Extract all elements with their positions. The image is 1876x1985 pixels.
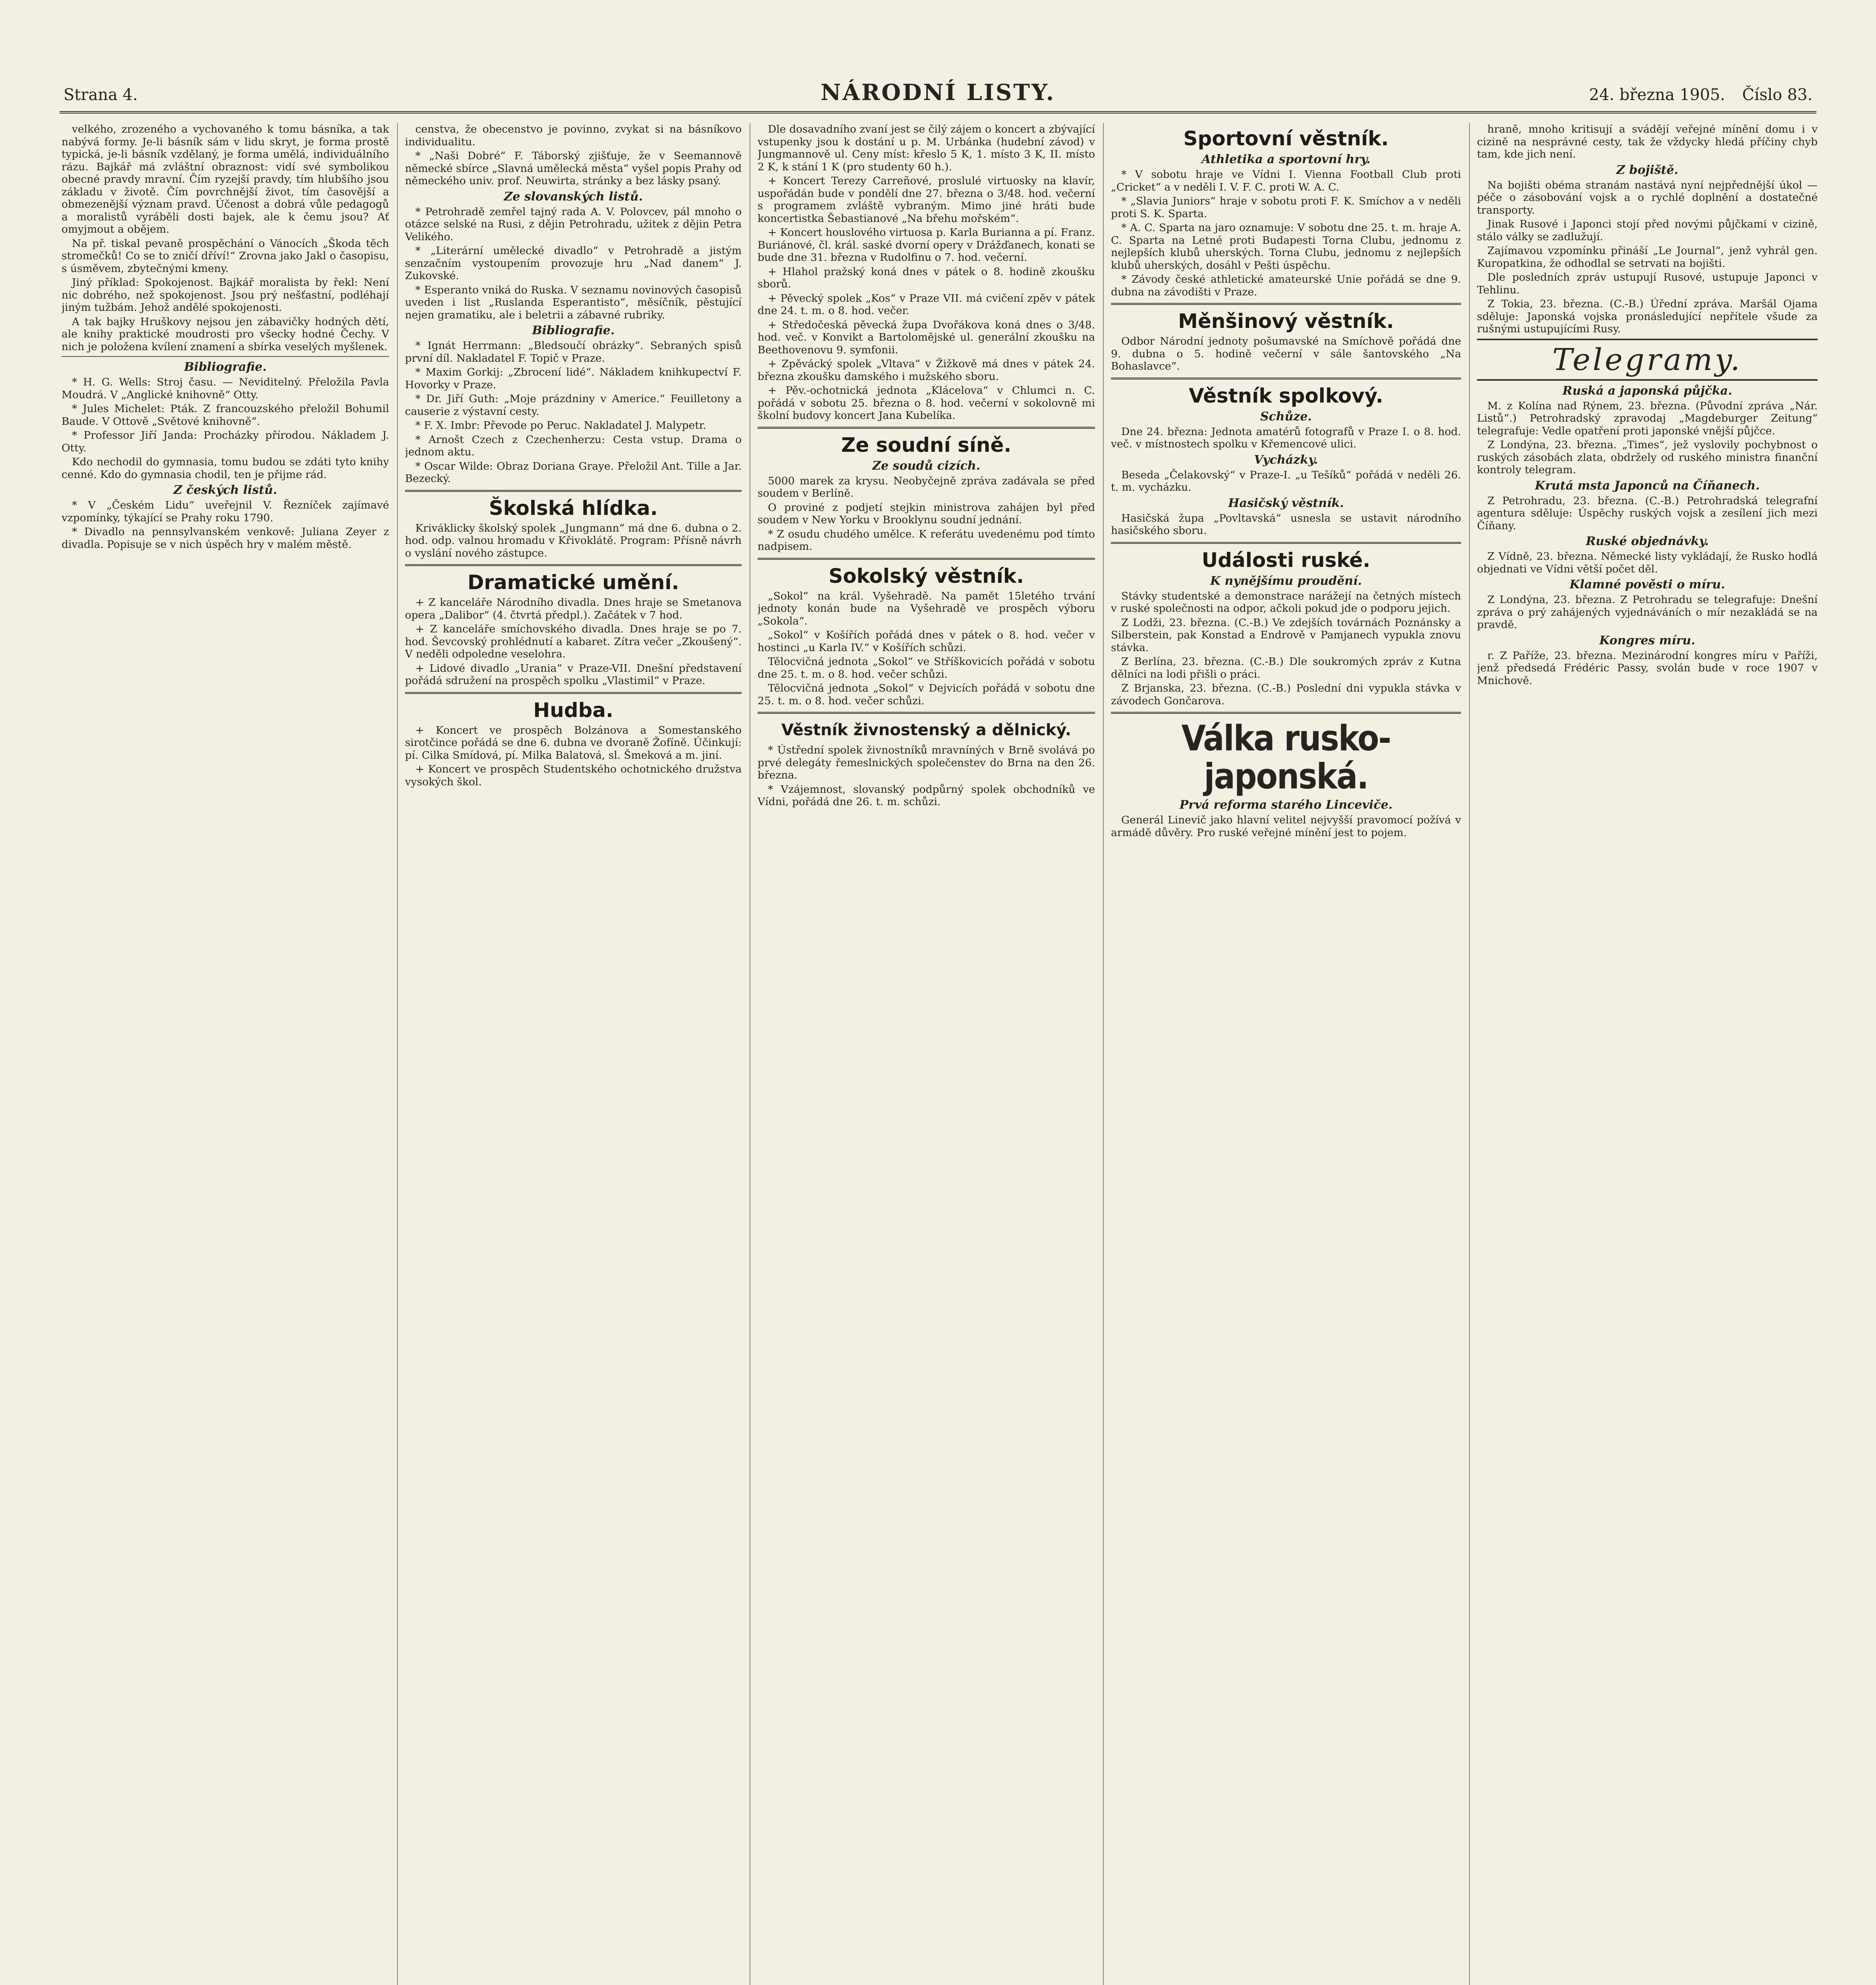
divider xyxy=(1111,712,1461,714)
article-paragraph: „Sokol“ na král. Vyšehradě. Na pamět 15letého trvání jednoty konán bude na Vyšehradě ve prospěch výboru „Sokola“. xyxy=(758,590,1095,627)
column-2 xyxy=(405,123,742,1985)
section-subheading: Z bojiště. xyxy=(1616,163,1678,177)
article-paragraph: * Oscar Wilde: Obraz Doriana Graye. Přeložil Ant. Tille a Jar. Bezecký. xyxy=(405,460,742,485)
section-heading: Sokolský věstník. xyxy=(829,564,1024,588)
section-subheading: Athletika a sportovní hry. xyxy=(1201,152,1371,166)
section-subheading: Hasičský věstník. xyxy=(1228,496,1344,510)
article-paragraph: Jinak Rusové i Japonci stojí před novými půjčkami v cizině, stálo války se zadlužují. xyxy=(1477,218,1818,243)
article-paragraph: * Vzájemnost, slovanský podpůrný spolek obchodníků ve Vídni, pořádá dne 26. t. m. schůzi. xyxy=(758,783,1095,808)
article-paragraph: Kriváklicky školský spolek „Jungmann“ má dne 6. dubna o 2. hod. odp. valnou hromadu v Křivoklátě. Program: Přísně návrh o vyslání nového zástupce. xyxy=(405,522,742,559)
article-paragraph: * A. C. Sparta na jaro oznamuje: V sobotu dne 25. t. m. hraje A. C. Sparta na Letné proti Budapesti Torna Clubu, jednomu z nejlepších klubů uherských. Torna Clubu, jednomu z nejlepších klubů uherských, dosáhl v Pešti úspěchu. xyxy=(1111,222,1461,272)
divider xyxy=(1111,542,1461,544)
article-paragraph: + Koncert houslového virtuosa p. Karla Burianna a pí. Franz. Buriánové, čl. král. saské dvorní opery v Drážďanech, konati se bude dne 31. března v Rudolfinu o 7. hod. večerní. xyxy=(758,226,1095,264)
article-paragraph: * H. G. Wells: Stroj času. — Neviditelný. Přeložila Pavla Moudrá. V „Anglické knihovně“ Otty. xyxy=(62,376,389,401)
article-paragraph: Beseda „Čelakovský“ v Praze-I. „u Tešíků“ pořádá v neděli 26. t. m. vycházku. xyxy=(1111,468,1461,493)
column-4 xyxy=(1111,123,1461,1985)
section-heading: Sportovní věstník. xyxy=(1183,127,1389,150)
article-paragraph: Kdo nechodil do gymnasia, tomu budou se zdáti tyto knihy cenné. Kdo do gymnasia chodil, ten je přijme rád. xyxy=(62,456,389,481)
article-paragraph: + Pěvecký spolek „Kos“ v Praze VII. má cvičení zpěv v pátek dne 24. t. m. o 8. hod. večer. xyxy=(758,292,1095,317)
issue-date: 24. března 1905. xyxy=(1589,86,1725,104)
page-number-label: Strana 4. xyxy=(64,86,138,104)
article-paragraph: Na př. tiskal pevaně prospěchání o Vánocích „Škoda těch stromečků! Co se to zničí dříví!“ Zrovna jako Jakl o časopisu, s úsměvem, zbytečnými kmeny. xyxy=(62,237,389,275)
article-paragraph: * Závody české athletické amateurské Unie pořádá se dne 9. dubna na závodišti v Praze. xyxy=(1111,273,1461,298)
section-heading: Dramatické umění. xyxy=(467,571,679,594)
article-paragraph: Z Londýna, 23. března. „Times“, jež vyslovily pochybnost o ruských zásobách zlata, obdržely od ruského ministra finanční kontroly telegram. xyxy=(1477,439,1818,476)
article-paragraph: r. Z Paříže, 23. března. Mezinárodní kongres míru v Paříži, jenž předsedá Frédéric Passy, svolán bude v roce 1907 v Mnichově. xyxy=(1477,649,1818,687)
article-paragraph: Dle dosavadního zvaní jest se čilý zájem o koncert a zbývající vstupenky jsou k dostání u p. M. Urbánka (hudební závod) v Jungmannově ul. Ceny míst: křeslo 5 K, 1. místo 3 K, II. místo 2 K, k stání 1 K (pro studenty 60 h.). xyxy=(758,123,1095,173)
article-paragraph: + Koncert ve prospěch Bolzánova a Somestanského sirotčince pořádá se dne 6. dubna ve dvoraně Žofíně. Účinkují: pí. Cilka Smídová, pí. Milka Balatová, sl. Šmeková a m. jiní. xyxy=(405,724,742,761)
article-paragraph: Dne 24. března: Jednota amatérů fotografů v Praze I. o 8. hod. več. v místnostech spolku v Křemencové ulici. xyxy=(1111,425,1461,450)
section-heading: Hudba. xyxy=(533,698,613,722)
issue-number: Číslo 83. xyxy=(1742,86,1812,104)
column-5 xyxy=(1477,123,1818,1985)
article-paragraph: Zajímavou vzpomínku přináší „Le Journal“, jenž vyhrál gen. Kuropatkina, že odhodlal se setrvati na bojišti. xyxy=(1477,245,1818,270)
section-subheading: Klamné pověsti o míru. xyxy=(1569,578,1725,592)
article-paragraph: * „Naši Dobré“ F. Táborský zjišťuje, že v Seemannově německé sbírce „Slavná umělecká města“ vyšel popis Prahy od německého univ. prof. Neuwirta, stránky a bez lásky psaný. xyxy=(405,150,742,187)
article-paragraph: * Z osudu chudého umělce. K referátu uvedenému pod tímto nadpisem. xyxy=(758,528,1095,553)
article-paragraph: * „Slavia Juniors“ hraje v sobotu proti F. K. Smíchov a v neděli proti S. K. Sparta. xyxy=(1111,195,1461,220)
divider xyxy=(758,712,1095,714)
article-paragraph: * V sobotu hraje ve Vídni I. Vienna Football Club proti „Cricket“ a v neděli I. V. F. C. proti W. A. C. xyxy=(1111,168,1461,193)
article-paragraph: Stávky studentské a demonstrace narážejí na četných místech v ruské společnosti na odpor, ačkoli pokud jde o podporu jejich. xyxy=(1111,590,1461,615)
article-paragraph: Generál Linevič jako hlavní velitel nejvyšší pravomocí požívá v armádě důvěry. Pro ruské veřejné mínění jest to pojem. xyxy=(1111,814,1461,839)
article-paragraph: „Sokol“ v Košířích pořádá dnes v pátek o 8. hod. večer v hostinci „u Karla IV.“ v Košířích schůzi. xyxy=(758,629,1095,654)
column-3 xyxy=(758,123,1095,1985)
article-paragraph: hraně, mnoho kritisují a svádějí veřejné mínění domu i v cizině na nesprávné cesty, tak že vždycky hledá příčiny chyb tam, kde jich není. xyxy=(1477,123,1818,160)
section-subheading: Vycházky. xyxy=(1254,453,1318,467)
article-paragraph: M. z Kolína nad Rýnem, 23. března. (Původní zpráva „Nár. Listů“.) Petrohradský zpravodaj „Magdeburger Zeitung“ telegrafuje: Vedle opatření proti japonské vnější půjčce. xyxy=(1477,399,1818,437)
divider xyxy=(1111,303,1461,305)
article-paragraph: + Středočeská pěvecká župa Dvořákova koná dnes o 3/48. hod. več. v Konvikt a Bartolomějské ul. generální zkoušku na Beethovenovu 9. symfonii. xyxy=(758,318,1095,356)
section-heading: Věstník spolkový. xyxy=(1189,384,1383,407)
article-paragraph: * Ignát Herrmann: „Bledsoučí obrázky“. Sebraných spisů první díl. Nakladatel F. Topič v Praze. xyxy=(405,339,742,364)
article-paragraph: * Divadlo na pennsylvanském venkově: Juliana Zeyer z divadla. Popisuje se v nich úspěch hry v malém městě. xyxy=(62,526,389,551)
section-subheading: Bibliografie. xyxy=(532,324,615,337)
article-paragraph: * V „Českém Lidu“ uveřejnil V. Řezníček zajímavé vzpomínky, týkající se Prahy roku 1790. xyxy=(62,499,389,524)
article-paragraph: Jiný příklad: Spokojenost. Bajkář moralista by řekl: Není nic dobrého, než spokojenost. Jsou prý nešťastní, podléhají jiným tužbám. Jehož andělé spokojenosti. xyxy=(62,276,389,314)
article-paragraph: * Jules Michelet: Pták. Z francouzského přeložil Bohumil Baude. V Ottově „Světové knihovně“. xyxy=(62,403,389,428)
article-paragraph: Z Petrohradu, 23. března. (C.-B.) Petrohradská telegrafní agentura sděluje: Úspěchy ruských vojsk a zesílení jich mezi Číňany. xyxy=(1477,494,1818,532)
article-paragraph: Hasičská župa „Povltavská“ usnesla se ustavit národního hasičského sboru. xyxy=(1111,512,1461,537)
section-heading: Ze soudní síně. xyxy=(841,433,1012,457)
section-subheading: Kongres míru. xyxy=(1599,633,1695,648)
section-heading: Věstník živnostenský a dělnický. xyxy=(781,721,1071,739)
divider xyxy=(1111,378,1461,380)
divider xyxy=(405,692,742,694)
article-paragraph: + Pěv.-ochotnická jednota „Klácelova“ v Chlumci n. C. pořádá v sobotu 25. března o 8. hod. večerní v sokolovně mi školní budovy koncert Jana Kubelíka. xyxy=(758,384,1095,422)
section-subheading: Ze soudů cizích. xyxy=(872,459,980,473)
article-paragraph: + Z kanceláře Národního divadla. Dnes hraje se Smetanova opera „Dalibor“ (4. čtvrtá předpl.). Začátek v 7 hod. xyxy=(405,596,742,621)
section-subheading: Ze slovanských listů. xyxy=(504,189,643,204)
article-paragraph: * Arnošt Czech z Czechenherzu: Cesta vstup. Drama o jednom aktu. xyxy=(405,433,742,458)
article-paragraph: Tělocvičná jednota „Sokol“ v Dejvicích pořádá v sobotu dne 25. t. m. o 8. hod. večer schůzi. xyxy=(758,682,1095,707)
article-paragraph: + Z kanceláře smíchovského divadla. Dnes hraje se po 7. hod. Ševcovský prohlédnutí a kabaret. Zítra večer „Zkoušený“. V neděli odpoledne veselohra. xyxy=(405,623,742,660)
article-paragraph: * Esperanto vniká do Ruska. V seznamu novinových časopisů uveden i list „Ruslanda Esperantisto“, měsíčník, pěstující nejen gramatiku, ale i beletrii a zábavné rubriky. xyxy=(405,283,742,321)
divider xyxy=(758,427,1095,429)
article-paragraph: Z Tokia, 23. března. (C.-B.) Úřední zpráva. Maršál Ojama sděluje: Japonská vojska pronásledující nepřítele všude za rušnými ustupujícími Rusy. xyxy=(1477,298,1818,335)
page-header xyxy=(60,67,1816,114)
column-1 xyxy=(62,123,389,1985)
article-paragraph: + Koncert Terezy Carreñové, proslulé virtuosky na klavír, uspořádán bude v pondělí dne 27. března o 3/48. hod. večerní s programem zvláště vybraným. Mimo jiné hráti bude koncertistka Šebastianové „Na břehu mořském“. xyxy=(758,175,1095,225)
divider xyxy=(405,490,742,492)
article-paragraph: 5000 marek za krysu. Neobyčejně zpráva zadávala se před soudem v Berlíně. xyxy=(758,474,1095,499)
article-paragraph: * Professor Jiří Janda: Procházky přírodou. Nákladem J. Otty. xyxy=(62,429,389,454)
article-paragraph: * F. X. Imbr: Převode po Peruc. Nakladatel J. Malypetr. xyxy=(415,419,706,432)
section-subheading: Ruské objednávky. xyxy=(1586,534,1709,548)
article-paragraph: * Petrohradě zemřel tajný rada A. V. Polovcev, pál mnoho o otázce selské na Rusi, z dějin Petrohradu, užitek z dějin Petra Velikého. xyxy=(405,205,742,243)
war-headline: Válka rusko-japonská. xyxy=(1181,718,1391,797)
article-paragraph: * Ústřední spolek živnostníků mravníných v Brně svolává po prvé delegáty řemeslnických společenstev do Brna na den 26. března. xyxy=(758,744,1095,781)
article-paragraph: Tělocvičná jednota „Sokol“ ve Stříškovicích pořádá v sobotu dne 25. t. m. o 8. hod. večer schůzi. xyxy=(758,655,1095,680)
divider xyxy=(62,356,389,357)
masthead-title: NÁRODNÍ LISTY. xyxy=(820,79,1056,106)
article-paragraph: Z Lodži, 23. března. (C.-B.) Ve zdejších továrnách Poznánsky a Silberstein, pak Konstad a Endrově v Pamjanech vypukla znovu stávka. xyxy=(1111,616,1461,654)
article-paragraph: A tak bajky Hruškovy nejsou jen zábavičky hodných dětí, ale knihy praktické moudrosti pro všecky hodné Čechy. V nich je položena kvílení znamení a sbírka veselých myšlenek. xyxy=(62,315,389,353)
divider xyxy=(758,558,1095,560)
article-paragraph: Z Brjanska, 23. března. (C.-B.) Poslední dni vypukla stávka v závodech Gončarova. xyxy=(1111,682,1461,707)
section-subheading: Schůze. xyxy=(1260,409,1312,424)
article-paragraph: + Lidové divadlo „Urania“ v Praze-VII. Dnešní představení pořádá sdružení na prospěch spolku „Vlastimil“ v Praze. xyxy=(405,662,742,687)
section-heading: Události ruské. xyxy=(1201,548,1371,572)
section-subheading: Z českých listů. xyxy=(173,483,278,497)
telegrams-heading: Telegramy. xyxy=(1477,339,1818,381)
article-paragraph: Odbor Národní jednoty pošumavské na Smíchově pořádá dne 9. dubna o 5. hodině večerní v sále šantovského „Na Bohaslavce“. xyxy=(1111,335,1461,372)
article-paragraph: Dle posledních zpráv ustupují Rusové, ustupuje Japonci v Tehlinu. xyxy=(1477,271,1818,296)
section-subheading: Bibliografie. xyxy=(184,360,267,374)
article-paragraph: * Dr. Jiří Guth: „Moje prázdniny v Americe.“ Feuilletony a causerie z výstavní cesty. xyxy=(405,393,742,418)
article-paragraph: censtva, že obecenstvo je povinno, zvykat si na básníkovo individualitu. xyxy=(405,123,742,148)
article-paragraph: velkého, zrozeného a vychovaného k tomu básníka, a tak nabývá formy. Je-li básník sám v lidu skryt, je forma prostě typická, je-li básník vzdělaný, je forma umělá, individuálního rázu. Bajkář má zvláštní obraznost: vidí své symbolikou obecné pravdy mravní. Čím ryzejší pravdy, tím hlubšího jsou základu v životě. Čím povrchnější život, tím časovější a obmezenější význam pravd. Účenost a dobrá vůle pedagogů a moralistů vyráběli dosti bajek, ale k čemu jsou? Ať omyjmout a obějem. xyxy=(62,123,389,235)
section-heading: Školská hlídka. xyxy=(489,496,658,520)
article-paragraph: + Hlahol pražský koná dnes v pátek o 8. hodině zkoušku sborů. xyxy=(758,265,1095,290)
column-divider xyxy=(1469,123,1470,1985)
divider xyxy=(405,564,742,566)
section-subheading: Ruská a japonská půjčka. xyxy=(1562,384,1732,398)
section-subheading: Krutá msta Japonců na Číňanech. xyxy=(1535,478,1760,493)
article-paragraph: Z Londýna, 23. března. Z Petrohradu se telegrafuje: Dnešní zpráva o prý zahájených vyjednáváních o mír nezakládá se na pravdě. xyxy=(1477,594,1818,631)
article-paragraph: O proviné z podjetí stejkin ministrova zahájen byl před soudem v New Yorku v Brooklynu soudní jednání. xyxy=(758,501,1095,526)
column-divider xyxy=(397,123,398,1985)
article-paragraph: Na bojišti obéma stranám nastává nyní nejpřednější úkol — péče o zásobování vojsk a o rychlé doplnění a dostatečné transporty. xyxy=(1477,179,1818,216)
article-paragraph: Z Berlína, 23. března. (C.-B.) Dle soukromých zpráv z Kutna dělníci na lodi přišli o práci. xyxy=(1111,655,1461,680)
article-paragraph: * Maxim Gorkij: „Zbrocení lidé“. Nákladem knihkupectví F. Hovorky v Praze. xyxy=(405,366,742,391)
article-paragraph: + Koncert ve prospěch Studentského ochotnického družstva vysokých škol. xyxy=(405,763,742,788)
article-paragraph: Z Vídně, 23. března. Německé listy vykládají, že Rusko hodlá objednati ve Vídni větší počet děl. xyxy=(1477,550,1818,575)
section-subheading: K nynějšímu proudění. xyxy=(1210,574,1362,588)
column-divider xyxy=(1103,123,1104,1985)
article-paragraph: + Zpěvácký spolek „Vltava“ v Žižkově má dnes v pátek 24. března zkoušku damského i mužského sboru. xyxy=(758,358,1095,383)
article-paragraph: * „Literární umělecké divadlo“ v Petrohradě a jistým senzačním vystoupením provozuje hru „Nad danem“ J. Zukovské. xyxy=(405,245,742,282)
section-heading: Měnšinový věstník. xyxy=(1178,310,1394,333)
section-subheading: Prvá reforma starého Linceviče. xyxy=(1179,798,1393,812)
